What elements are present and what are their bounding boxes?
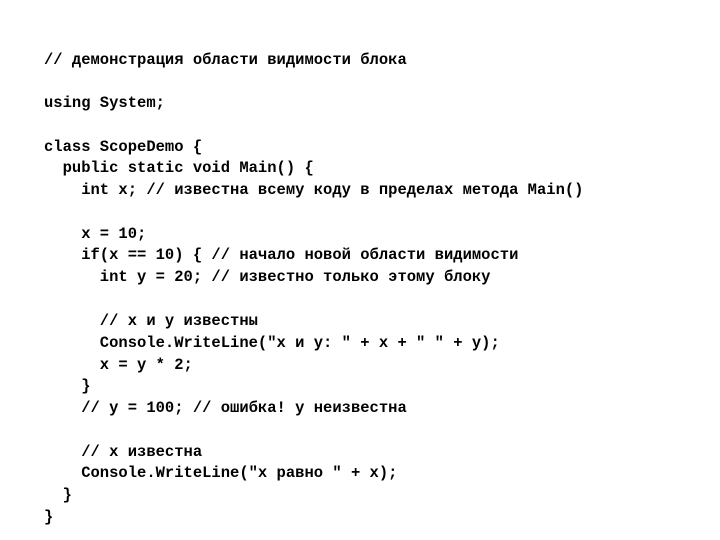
code-line: if(x == 10) { // начало новой области видимости [44,246,519,264]
code-line: } [44,377,91,395]
code-line: class ScopeDemo { [44,138,203,156]
code-line: x = 10; [44,225,147,243]
code-line: public static void Main() { [44,159,314,177]
code-line: int y = 20; // известно только этому блоку [44,268,491,286]
code-line: int x; // известна всему коду в пределах метода Main() [44,181,584,199]
code-line: // y = 100; // ошибка! y неизвестна [44,399,407,417]
code-line: // x известна [44,443,203,461]
code-line: // демонстрация области видимости блока [44,51,407,69]
code-line: Console.WriteLine("x и y: " + x + " " + y); [44,334,500,352]
code-line: x = y * 2; [44,356,193,374]
code-line: Console.WriteLine("x равно " + x); [44,464,398,482]
code-line: using System; [44,94,165,112]
code-line: } [44,508,54,526]
code-line: // x и y известны [44,312,258,330]
code-line: } [44,486,72,504]
